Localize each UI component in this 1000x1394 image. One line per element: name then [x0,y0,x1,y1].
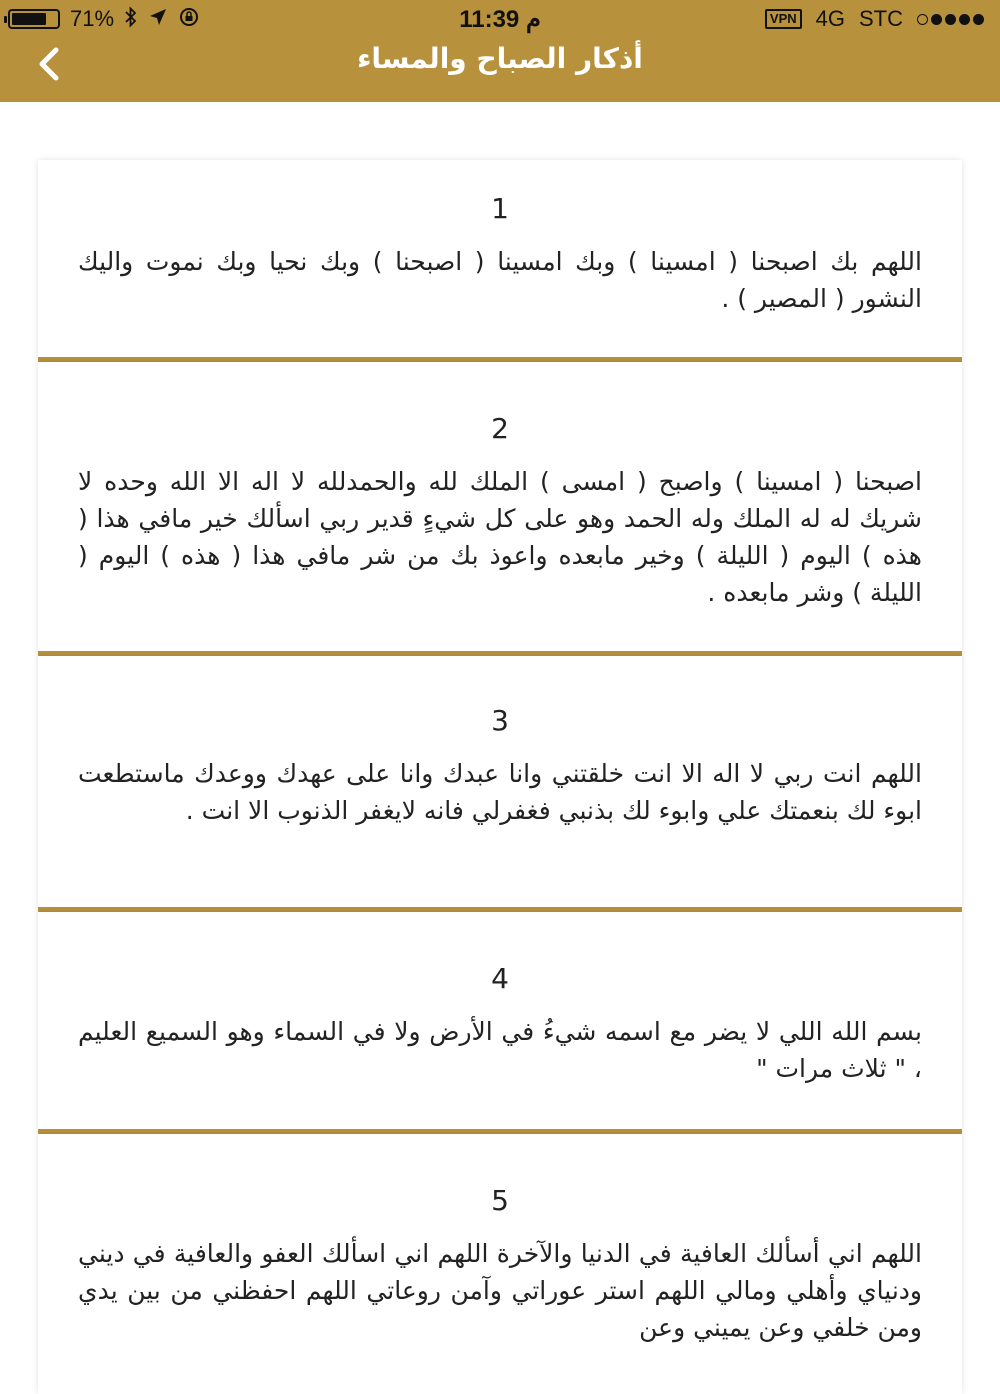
dhikr-card-5 [38,1134,962,1394]
dhikr-card-3 [38,656,962,912]
dhikr-number: 4 [491,962,509,995]
dhikr-card-1 [38,160,962,362]
dhikr-number: 5 [491,1184,509,1217]
status-bar [0,0,1000,38]
dhikr-text: بسم الله اللي لا يضر مع اسمه شيءُ في الأرض ولا في السماء وهو السميع العليم ، " ثلاث مرات " [78,1017,922,1083]
dhikr-text: اللهم انت ربي لا اله الا انت خلقتني وانا عبدك وانا على عهدك ووعدك ماستطعت ابوء لك بنعمتك علي وابوء لك بذنبي فغفرلي فانه لايغفر الذنوب الا انت . [78,759,922,825]
dhikr-card-2 [38,362,962,656]
dhikr-text: اللهم بك اصبحنا ( امسينا ) وبك امسينا ( اصبحنا ) وبك نحيا وبك نموت واليك النشور ( المصير ) . [78,247,922,313]
app-header [0,0,1000,102]
carrier-name: STC [859,6,903,31]
dhikr-text: اللهم اني أسألك العافية في الدنيا والآخرة اللهم اني اسألك العفو والعافية في ديني ودنياي وأهلي ومالي اللهم استر عوراتي وآمن روعاتي اللهم احفظني من بين يدي ومن خلفي وعن يميني وعن [78,1239,922,1342]
dhikr-number: 3 [491,704,509,737]
signal-strength-icon [917,14,984,25]
page-title: أذكار الصباح والمساء [357,42,643,75]
status-time: 11:39 م [459,6,541,33]
vpn-badge: VPN [765,9,802,29]
dhikr-text: اصبحنا ( امسينا ) واصبح ( امسى ) الملك لله والحمدلله لا اله الا الله وحده لا شريك له له الملك وله الحمد وهو على كل شيءٍ قدير ربي اسألك خير مافي هذا ( هذه ) اليوم ( الليلة ) وخير مابعده واعوذ بك من شر مافي هذا ( هذه ) اليوم ( الليلة ) وشر مابعده . [78,467,922,607]
network-type: 4G [815,6,845,31]
dhikr-card-4 [38,912,962,1134]
dhikr-number: 1 [491,192,509,225]
dhikr-number: 2 [491,412,509,445]
battery-percent: 71% [70,6,115,31]
status-bar-right [765,6,984,32]
